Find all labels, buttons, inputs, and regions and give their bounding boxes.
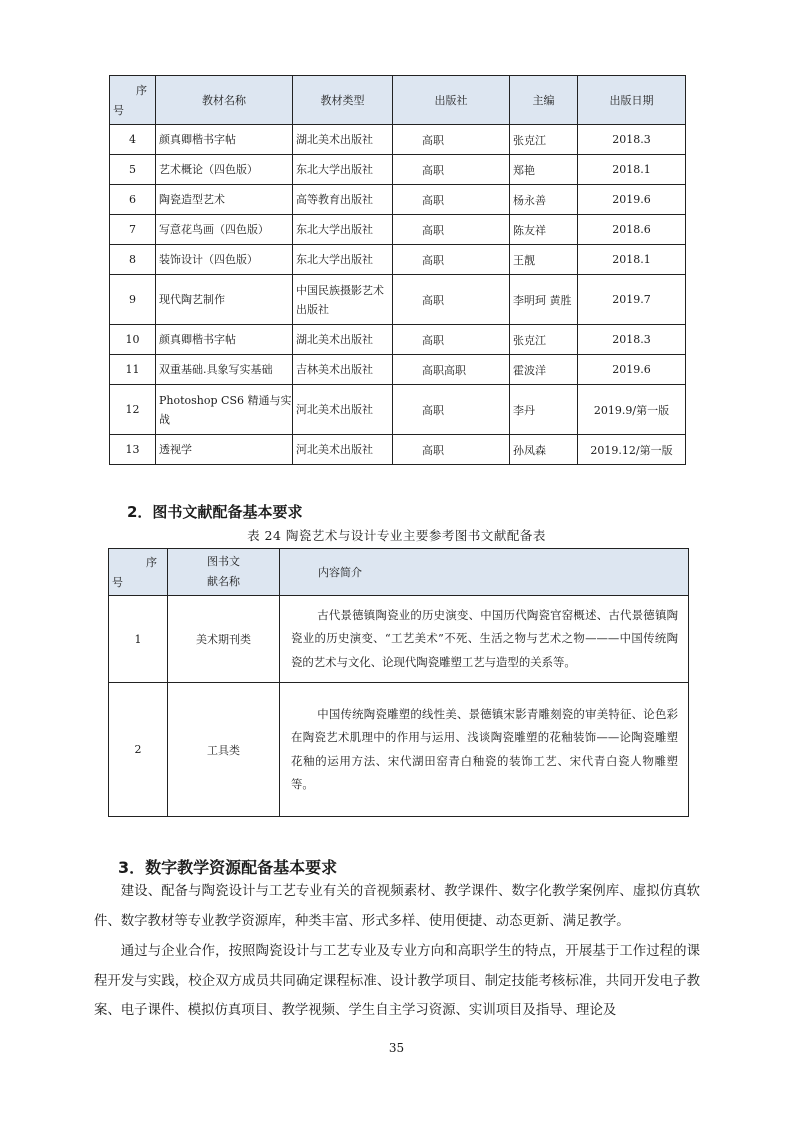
cell-editor: 郑艳 bbox=[510, 155, 578, 185]
cell-name: 写意花鸟画（四色版） bbox=[156, 215, 293, 245]
page-number: 35 bbox=[388, 1041, 405, 1055]
cell-type: 中国民族摄影艺术出版社 bbox=[293, 275, 393, 325]
cell-type: 河北美术出版社 bbox=[293, 385, 393, 435]
header-no bbox=[109, 549, 168, 596]
table-caption: 表 24 陶瓷艺术与设计专业主要参考图书文献配备表 bbox=[247, 528, 546, 543]
cell-editor: 李明珂 黄胜 bbox=[510, 275, 578, 325]
cell-no: 11 bbox=[110, 355, 156, 385]
cell-name: 透视学 bbox=[156, 435, 293, 465]
cell-no: 4 bbox=[110, 125, 156, 155]
cell-name: 颜真卿楷书字帖 bbox=[156, 125, 293, 155]
cell-editor: 孙凤森 bbox=[510, 435, 578, 465]
cell-editor: 王靓 bbox=[510, 245, 578, 275]
cell-name: 装饰设计（四色版） bbox=[156, 245, 293, 275]
cell-type: 东北大学出版社 bbox=[293, 155, 393, 185]
cell-publisher: 高职 bbox=[393, 275, 510, 325]
cell-no: 9 bbox=[110, 275, 156, 325]
header-type: 教材类型 bbox=[293, 76, 393, 125]
cell-editor: 霍波洋 bbox=[510, 355, 578, 385]
cell-no: 8 bbox=[110, 245, 156, 275]
header-date: 出版日期 bbox=[578, 76, 686, 125]
cell-name: 双重基础.具象写实基础 bbox=[156, 355, 293, 385]
cell-no: 6 bbox=[110, 185, 156, 215]
cell-type: 东北大学出版社 bbox=[293, 245, 393, 275]
cell-no: 10 bbox=[110, 325, 156, 355]
cell-type: 高等教育出版社 bbox=[293, 185, 393, 215]
cell-type: 东北大学出版社 bbox=[293, 215, 393, 245]
table-row bbox=[110, 155, 686, 185]
table-row bbox=[110, 275, 686, 325]
section-2-heading: 2．图书文献配备基本要求 bbox=[127, 503, 303, 521]
cell-publisher: 高职 bbox=[393, 185, 510, 215]
table-row bbox=[110, 385, 686, 435]
table-row bbox=[110, 185, 686, 215]
cell-name: 颜真卿楷书字帖 bbox=[156, 325, 293, 355]
cell-book-name: 工具类 bbox=[168, 683, 280, 817]
table-row bbox=[110, 325, 686, 355]
table-row bbox=[109, 683, 689, 817]
section-3-heading: 3．数字教学资源配备基本要求 bbox=[118, 858, 338, 877]
table-row bbox=[109, 596, 689, 683]
cell-editor: 张克江 bbox=[510, 125, 578, 155]
cell-book-name: 美术期刊类 bbox=[168, 596, 280, 683]
cell-no: 2 bbox=[109, 683, 168, 817]
table-row bbox=[110, 435, 686, 465]
cell-date: 2019.6 bbox=[578, 355, 686, 385]
cell-date: 2018.3 bbox=[578, 325, 686, 355]
cell-date: 2019.9/第一版 bbox=[578, 385, 686, 435]
cell-type: 吉林美术出版社 bbox=[293, 355, 393, 385]
header-book-name bbox=[168, 549, 280, 596]
cell-publisher: 高职 bbox=[393, 435, 510, 465]
cell-publisher: 高职 bbox=[393, 155, 510, 185]
header-book-name-line1: 图书文 bbox=[207, 555, 240, 568]
cell-no: 12 bbox=[110, 385, 156, 435]
table-header-row bbox=[109, 549, 689, 596]
header-description: 内容简介 bbox=[280, 549, 689, 596]
paragraph: 通过与企业合作，按照陶瓷设计与工艺专业及专业方向和高职学生的特点，开展基于工作过程的课程开发与实践，校企双方成员共同确定课程标准、设计教学项目、制定技能考核标准，共同开发电子教案、电子课件、模拟仿真项目、教学视频、学生自主学习资源、实训项目及指导、理论及 bbox=[94, 944, 700, 1018]
reference-books-table bbox=[108, 548, 689, 817]
table-row bbox=[110, 245, 686, 275]
header-no-line1: 序 bbox=[136, 84, 147, 97]
header-no bbox=[110, 76, 156, 125]
cell-editor: 李丹 bbox=[510, 385, 578, 435]
cell-editor: 张克江 bbox=[510, 325, 578, 355]
cell-editor: 杨永善 bbox=[510, 185, 578, 215]
cell-type: 河北美术出版社 bbox=[293, 435, 393, 465]
header-name: 教材名称 bbox=[156, 76, 293, 125]
cell-publisher: 高职 bbox=[393, 125, 510, 155]
cell-no: 5 bbox=[110, 155, 156, 185]
header-editor: 主编 bbox=[510, 76, 578, 125]
table-row bbox=[110, 355, 686, 385]
cell-name: 现代陶艺制作 bbox=[156, 275, 293, 325]
textbook-table bbox=[109, 75, 686, 465]
table-row bbox=[110, 125, 686, 155]
cell-publisher: 高职 bbox=[393, 215, 510, 245]
cell-publisher: 高职 bbox=[393, 325, 510, 355]
cell-publisher: 高职高职 bbox=[393, 355, 510, 385]
cell-date: 2018.6 bbox=[578, 215, 686, 245]
table-header-row bbox=[110, 76, 686, 125]
cell-no: 7 bbox=[110, 215, 156, 245]
cell-description: 中国传统陶瓷雕塑的线性美、景德镇宋影青雕刻瓷的审美特征、论色彩在陶瓷艺术肌理中的作用与运用、浅谈陶瓷雕塑的花釉装饰——论陶瓷雕塑花釉的运用方法、宋代湖田窑青白釉瓷的装饰工艺、宋代青白瓷人物雕塑等。 bbox=[280, 683, 689, 817]
header-publisher: 出版社 bbox=[393, 76, 510, 125]
cell-type: 湖北美术出版社 bbox=[293, 125, 393, 155]
cell-name: 艺术概论（四色版） bbox=[156, 155, 293, 185]
header-no-line2: 号 bbox=[112, 576, 123, 589]
cell-date: 2019.6 bbox=[578, 185, 686, 215]
cell-name: Photoshop CS6 精通与实战 bbox=[156, 385, 293, 435]
header-book-name-line2: 献名称 bbox=[207, 575, 240, 588]
cell-date: 2018.1 bbox=[578, 245, 686, 275]
cell-no: 1 bbox=[109, 596, 168, 683]
paragraph: 建设、配备与陶瓷设计与工艺专业有关的音视频素材、教学课件、数字化教学案例库、虚拟仿真软件、数字教材等专业教学资源库，种类丰富、形式多样、使用便捷、动态更新、满足教学。 bbox=[94, 884, 700, 929]
cell-publisher: 高职 bbox=[393, 385, 510, 435]
table-row bbox=[110, 215, 686, 245]
cell-date: 2018.1 bbox=[578, 155, 686, 185]
cell-name: 陶瓷造型艺术 bbox=[156, 185, 293, 215]
cell-publisher: 高职 bbox=[393, 245, 510, 275]
cell-no: 13 bbox=[110, 435, 156, 465]
cell-date: 2019.7 bbox=[578, 275, 686, 325]
cell-description: 古代景德镇陶瓷业的历史演变、中国历代陶瓷官窑概述、古代景德镇陶瓷业的历史演变、“工艺美术”不死、生活之物与艺术之物———中国传统陶瓷的艺术与文化、论现代陶瓷雕塑工艺与造型的关系等。 bbox=[280, 596, 689, 683]
cell-type: 湖北美术出版社 bbox=[293, 325, 393, 355]
cell-date: 2018.3 bbox=[578, 125, 686, 155]
cell-editor: 陈友祥 bbox=[510, 215, 578, 245]
header-no-line1: 序 bbox=[146, 556, 157, 569]
header-no-line2: 号 bbox=[113, 104, 124, 117]
cell-date: 2019.12/第一版 bbox=[578, 435, 686, 465]
